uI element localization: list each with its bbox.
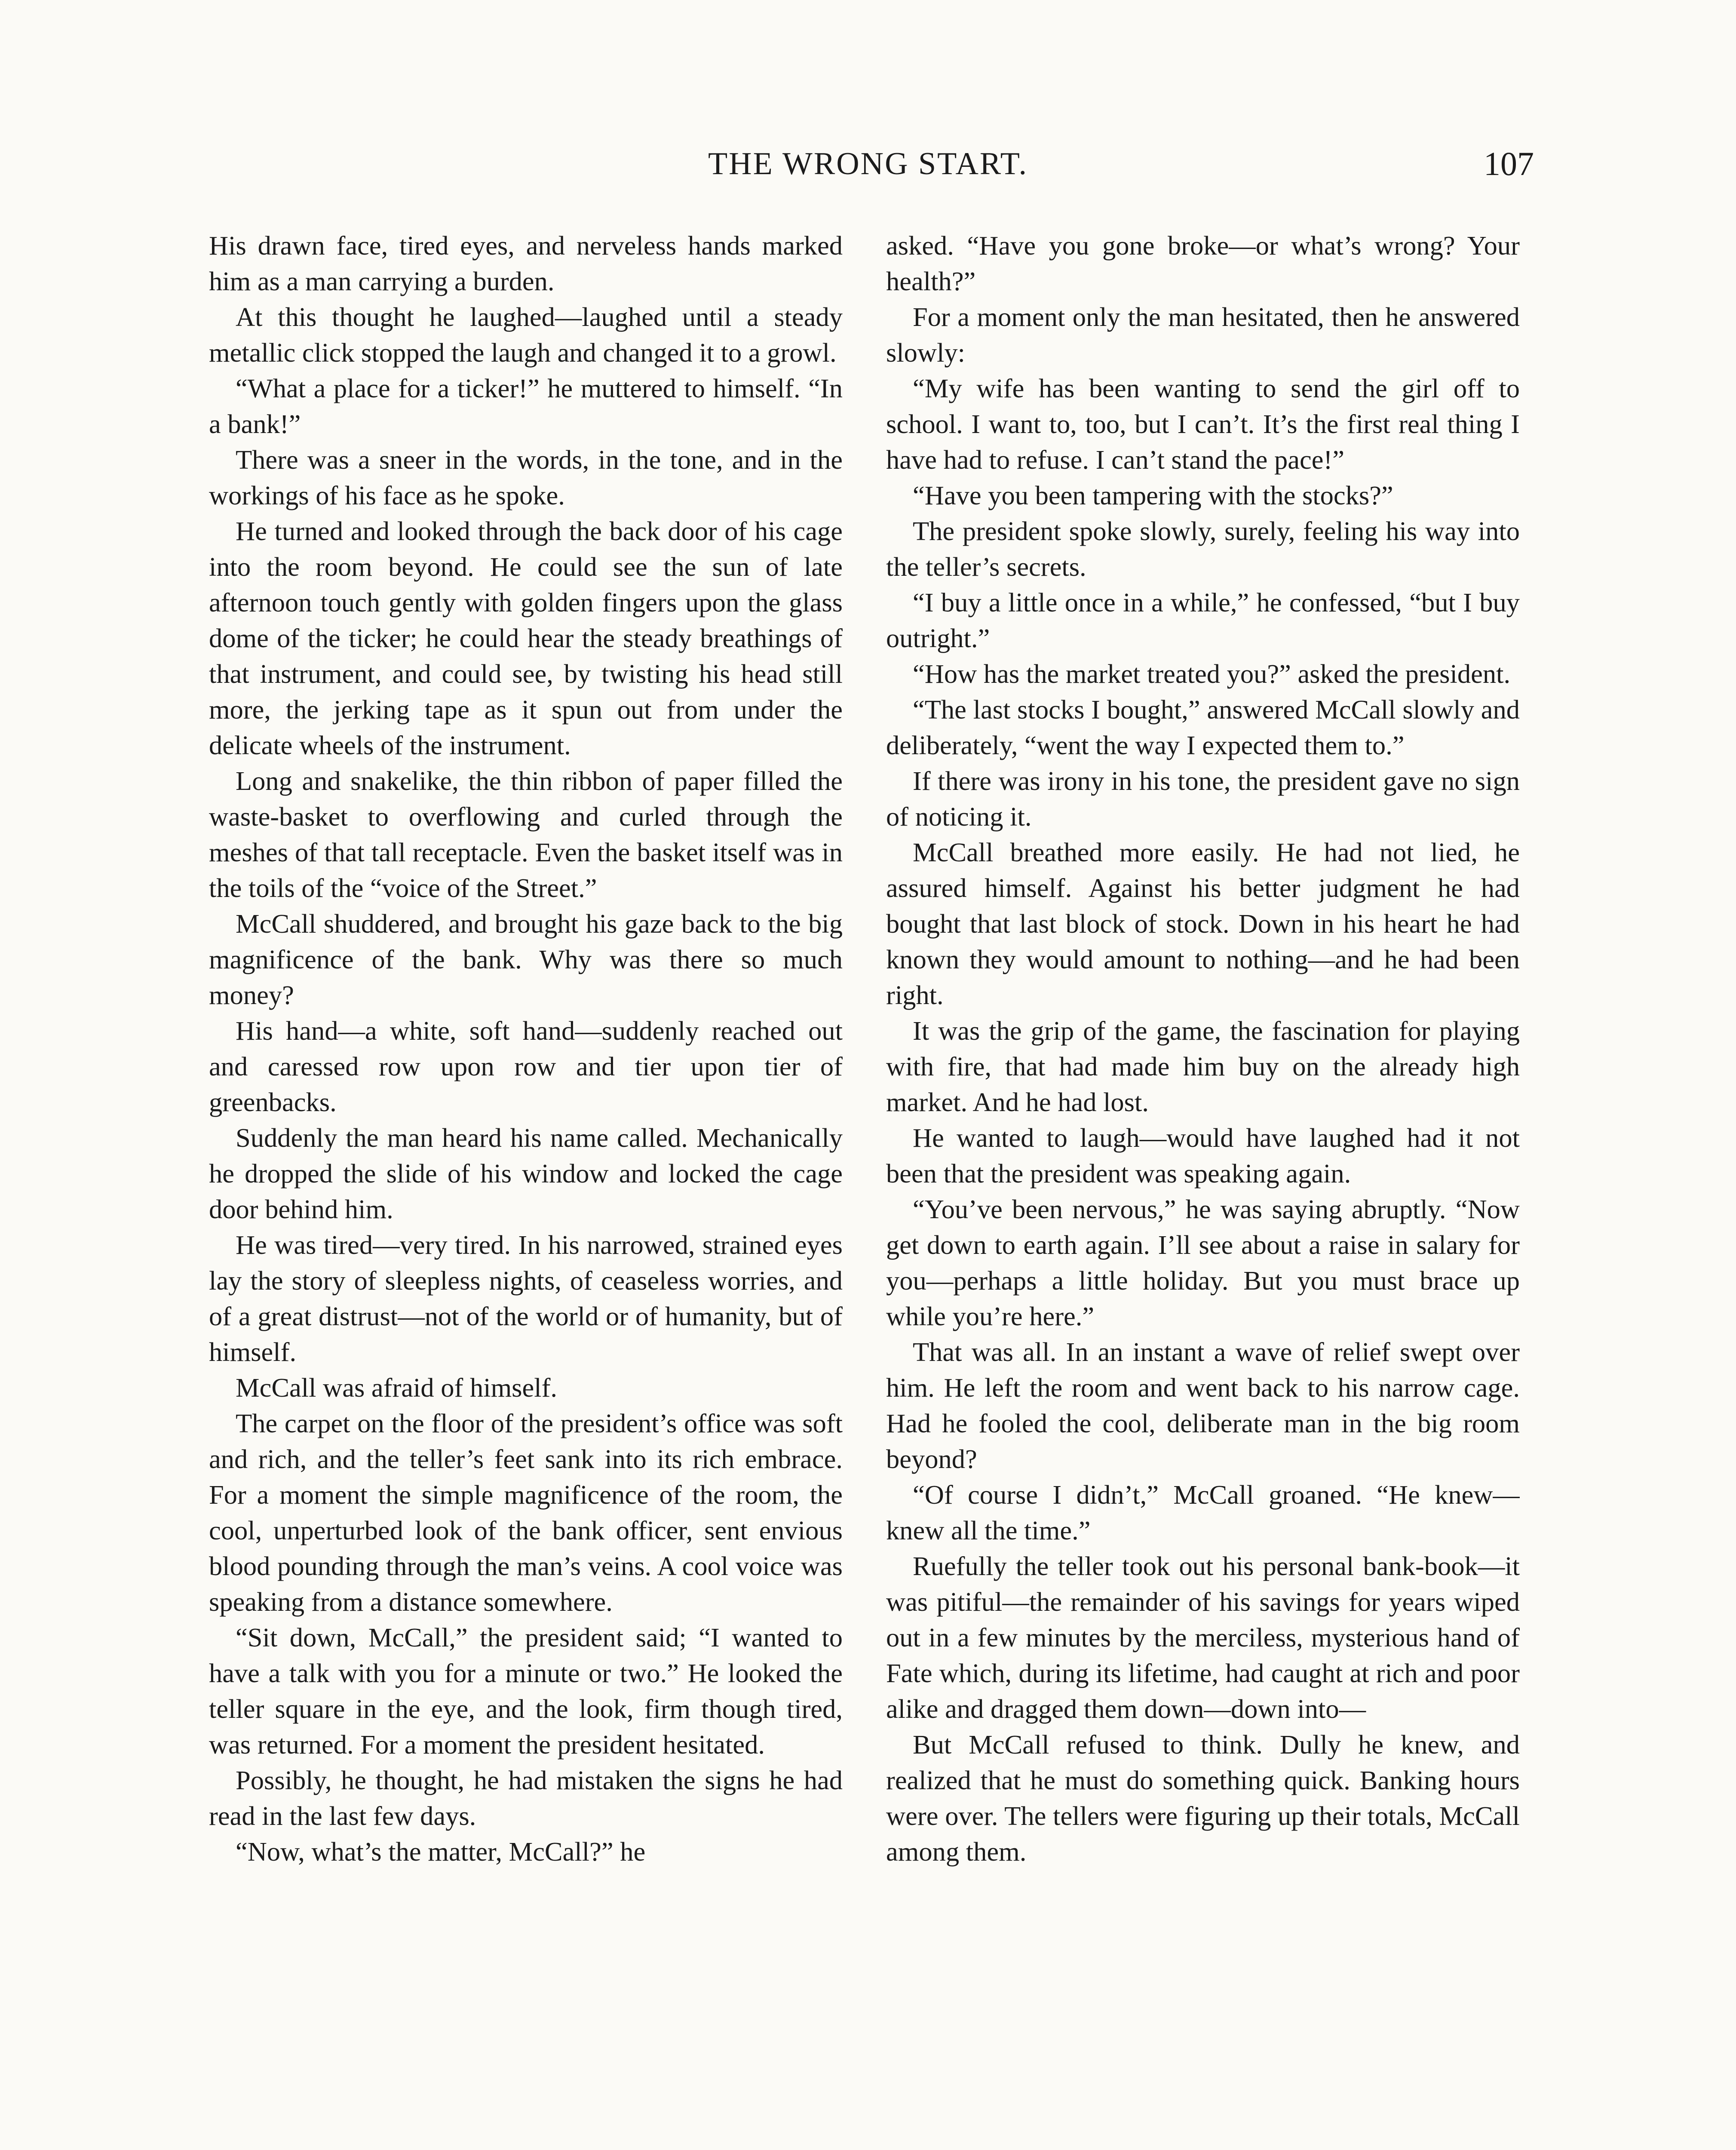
paragraph: That was all. In an instant a wave of relief swept over him. He left the room and went back to his narrow cage. Had he fooled the cool, deliberate man in the big room beyond? — [886, 1337, 1520, 1474]
paragraph: “Have you been tampering with the stocks?” — [913, 480, 1393, 510]
paragraph: At this thought he laughed—laughed until a steady metallic click stopped the laugh and changed it to a growl. — [209, 302, 843, 368]
paragraph: “I buy a little once in a while,” he confessed, “but I buy outright.” — [886, 587, 1520, 653]
paragraph: His drawn face, tired eyes, and nerveless hands marked him as a man carrying a burden. — [209, 230, 843, 296]
left-column — [209, 228, 843, 2150]
paragraph: Long and snakelike, the thin ribbon of paper filled the waste-basket to overflowing and curled through the meshes of that tall receptacle. Even the basket itself was in the toils of the “voice of the Street.” — [209, 766, 843, 903]
paragraph: “The last stocks I bought,” answered McCall slowly and deliberately, “went the way I expected them to.” — [886, 694, 1520, 760]
paragraph: Suddenly the man heard his name called. Mechanically he dropped the slide of his window and locked the cage door behind him. — [209, 1123, 843, 1224]
paragraph: He was tired—very tired. In his narrowed, strained eyes lay the story of sleepless nights, of ceaseless worries, and of a great distrust—not of the world or of humanity, but of himself. — [209, 1230, 843, 1367]
paragraph: Possibly, he thought, he had mistaken the signs he had read in the last few days. — [209, 1765, 843, 1831]
paragraph: There was a sneer in the words, in the tone, and in the workings of his face as he spoke. — [209, 445, 843, 510]
paragraph: Ruefully the teller took out his personal bank-book—it was pitiful—the remainder of his savings for years wiped out in a few minutes by the merciless, mysterious hand of Fate which, during its lifetime, had caught at rich and poor alike and dragged them down—down into— — [886, 1551, 1520, 1724]
paragraph: The president spoke slowly, surely, feeling his way into the teller’s secrets. — [886, 516, 1520, 582]
paragraph: If there was irony in his tone, the president gave no sign of noticing it. — [886, 766, 1520, 832]
paragraph: “How has the market treated you?” asked the president. — [913, 659, 1511, 689]
paragraph: “What a place for a ticker!” he muttered to himself. “In a bank!” — [209, 373, 843, 439]
paragraph: For a moment only the man hesitated, then he answered slowly: — [886, 302, 1520, 368]
paragraph: “Sit down, McCall,” the president said; “I wanted to have a talk with you for a minute or two.” He looked the teller square in the eye, and the look, firm though tired, was returned. For a moment the president hesitated. — [209, 1622, 843, 1760]
paragraph: His hand—a white, soft hand—suddenly reached out and caressed row upon row and tier upon tier of greenbacks. — [209, 1016, 843, 1117]
paragraph: “Of course I didn’t,” McCall groaned. “He knew—knew all the time.” — [886, 1480, 1520, 1545]
paragraph: He wanted to laugh—would have laughed had it not been that the president was speaking again. — [886, 1123, 1520, 1189]
paragraph: “My wife has been wanting to send the girl off to school. I want to, too, but I can’t. It’s the first real thing I have had to refuse. I can’t stand the pace!” — [886, 373, 1520, 475]
paragraph: McCall breathed more easily. He had not lied, he assured himself. Against his better judgment he had bought that last block of stock. Down in his heart he had known they would amount to nothing—and he had been right. — [886, 837, 1520, 1010]
right-column — [886, 228, 1520, 2150]
paragraph: It was the grip of the game, the fascination for playing with fire, that had made him buy on the already high market. And he had lost. — [886, 1016, 1520, 1117]
running-title: THE WRONG START. — [708, 146, 1028, 181]
page-number: 107 — [1484, 145, 1534, 182]
paragraph: The carpet on the floor of the president’s office was soft and rich, and the teller’s feet sank into its rich embrace. For a moment the simple magnificence of the room, the cool, unperturbed look of the bank officer, sent envious blood pounding through the man’s veins. A cool voice was speaking from a distance somewhere. — [209, 1408, 843, 1617]
page-header — [0, 140, 1736, 187]
paragraph: asked. “Have you gone broke—or what’s wrong? Your health?” — [886, 230, 1520, 296]
paragraph: But McCall refused to think. Dully he knew, and realized that he must do something quick. Banking hours were over. The tellers were figuring up their totals, McCall among them. — [886, 1729, 1520, 1867]
paragraph: He turned and looked through the back door of his cage into the room beyond. He could see the sun of late afternoon touch gently with golden fingers upon the glass dome of the ticker; he could hear the steady breathings of that instrument, and could see, by twisting his head still more, the jerking tape as it spun out from under the delicate wheels of the instrument. — [209, 516, 843, 760]
paragraph: McCall shuddered, and brought his gaze back to the big magnificence of the bank. Why was there so much money? — [209, 909, 843, 1010]
paragraph: “Now, what’s the matter, McCall?” he — [236, 1837, 646, 1867]
paragraph: “You’ve been nervous,” he was saying abruptly. “Now get down to earth again. I’ll see about a raise in salary for you—perhaps a little holiday. But you must brace up while you’re here.” — [886, 1194, 1520, 1331]
paragraph: McCall was afraid of himself. — [236, 1373, 558, 1403]
